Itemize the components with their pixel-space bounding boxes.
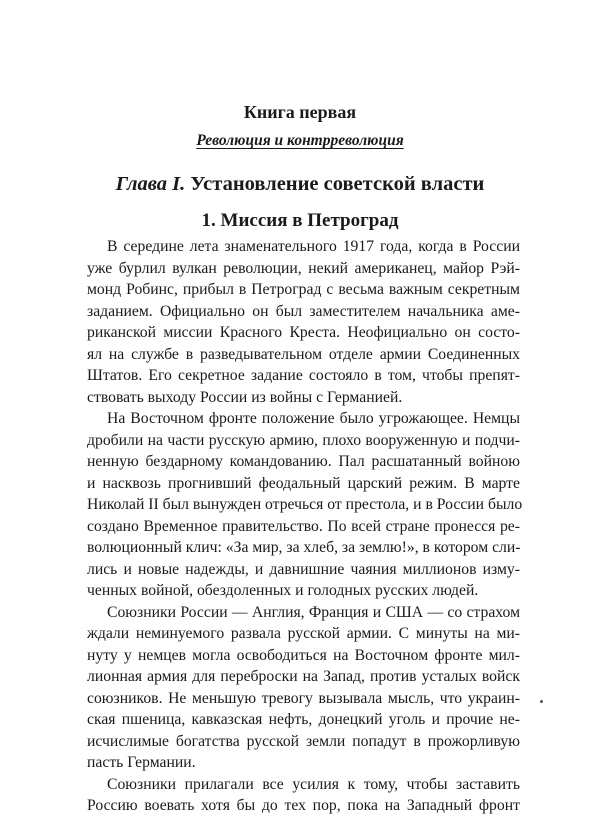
text-line: и насквозь прогнивший феодальный царский режим. В марте bbox=[87, 474, 520, 492]
book-title: Книга первая bbox=[243, 102, 357, 122]
text-line: ждали неминуемого развала русской армии. С минуты на ми- bbox=[87, 625, 520, 642]
text-line: На Восточном фронте положение было угрожающее. Немцы bbox=[107, 410, 520, 427]
text-line: Штатов. Его секретное задание состояло в том, чтобы препят- bbox=[87, 367, 520, 384]
page-edge-mark bbox=[540, 700, 543, 703]
text-line: ствовать выходу России из войны с Германией. bbox=[87, 388, 403, 406]
paragraph bbox=[87, 408, 523, 602]
text-line: ская пшеница, кавказская нефть, донецкий уголь и прочие не- bbox=[87, 711, 520, 728]
text-line: ченных войной, обездоленных и голодных русских людей. bbox=[87, 582, 479, 599]
text-line: волюционный клич: «За мир, за хлеб, за землю!», в котором сли- bbox=[87, 539, 521, 556]
text-line: союзников. Не меньшую тревогу вызывала мысль, что украин- bbox=[87, 689, 520, 707]
text-line: лись и новые надежды, и давнишние чаяния миллионов изму- bbox=[87, 560, 520, 578]
text-line: Союзники прилагали все усилия к тому, чтобы заставить bbox=[107, 775, 520, 793]
text-line: Союзники России — Англия, Франция и США — со страхом bbox=[107, 603, 520, 621]
text-line: В середине лета знаменательного 1917 года, когда в России bbox=[107, 238, 520, 255]
paragraph bbox=[87, 602, 520, 774]
text-line: ненную бездарному командованию. Пал расшатанный войною bbox=[87, 453, 520, 470]
text-line: лионная армия для переброски на Запад, против усталых войск bbox=[87, 668, 520, 685]
chapter-number: Глава I. bbox=[115, 173, 186, 195]
text-line: монд Робинс, прибыл в Петроград с весьма важным секретным bbox=[87, 281, 520, 298]
text-line: риканской миссии Красного Креста. Неофициально он состо- bbox=[87, 324, 520, 341]
book-subtitle bbox=[0, 131, 600, 151]
text-line: ял на службе в разведывательном отделе армии Соединенных bbox=[87, 345, 520, 363]
chapter-heading bbox=[0, 171, 600, 197]
text-line: уже бурлил вулкан революции, некий американец, майор Рэй- bbox=[87, 259, 520, 277]
chapter-title: Установление советской власти bbox=[190, 173, 485, 195]
paragraph bbox=[87, 774, 520, 817]
text-line: Николай II был вынужден отречься от престола, и в России было bbox=[87, 496, 523, 513]
paragraph bbox=[87, 236, 520, 408]
text-line: заданием. Официально он был заместителем начальника аме- bbox=[87, 302, 520, 320]
text-line: Россию воевать хотя бы до тех пор, пока на Западный фронт bbox=[87, 797, 520, 814]
book-subtitle-text: Революция и контрреволюция bbox=[196, 132, 404, 149]
text-line: пасть Германии. bbox=[87, 754, 196, 771]
section-title: 1. Миссия в Петроград bbox=[201, 210, 399, 231]
text-line: создано Временное правительство. По всей стране пронесся ре- bbox=[87, 517, 520, 535]
text-line: нуту у немцев могла освободиться на Восточном фронте мил- bbox=[87, 646, 520, 664]
body-text bbox=[87, 236, 523, 817]
text-line: дробили на части русскую армию, плохо вооруженную и подчи- bbox=[87, 431, 520, 449]
text-line: исчислимые богатства русской земли попадут в прожорливую bbox=[87, 732, 520, 750]
